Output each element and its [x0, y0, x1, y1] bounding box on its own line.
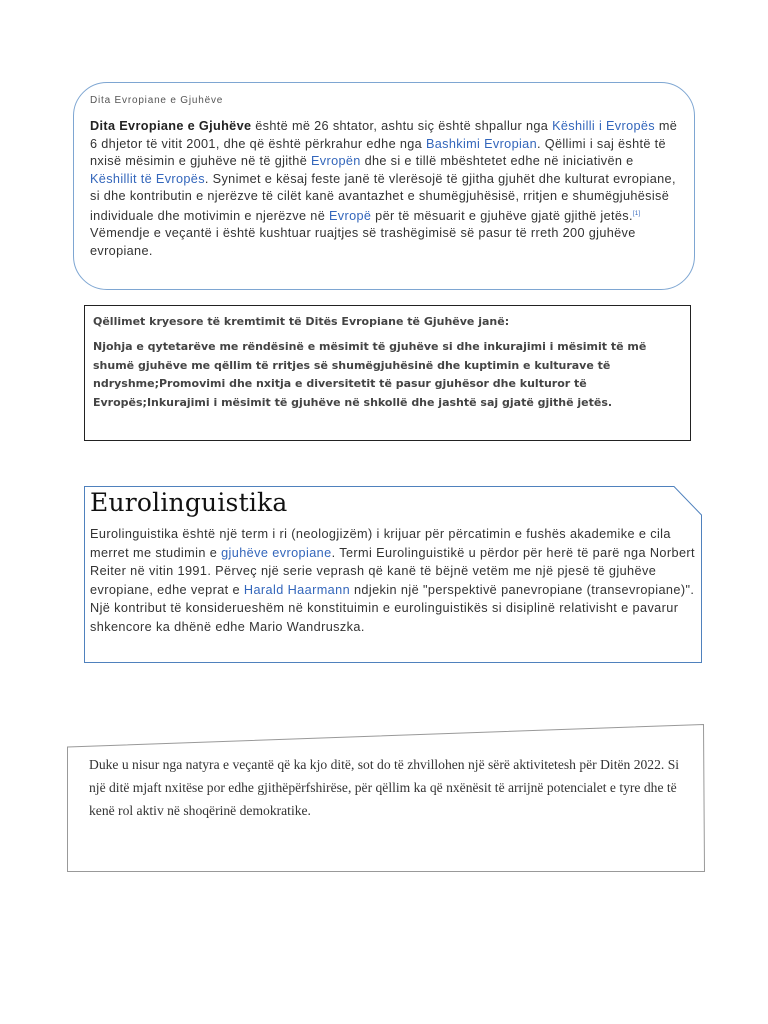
qellimet-box: [84, 305, 691, 441]
box-caption: Dita Evropiane e Gjuhëve: [90, 95, 224, 106]
link-bashkimi-evropian[interactable]: Bashkimi Evropian: [425, 136, 537, 151]
eurolinguistika-paragraph: [90, 525, 696, 636]
text-run: . Synimet e kësaj feste janë të vlerësojë të gjitha gjuhët dhe kulturat evropiane, si dhe kontributin e njerëzve të cilët kanë avantazhet e shumëgjuhësisë, rritjen e shumëgjuhësisë individuale dhe motivimin e njerëzve në: [90, 171, 676, 223]
aktivitetet-box: [67, 724, 705, 872]
text-run: për të mësuarit e gjuhëve gjatë gjithë jetës.: [371, 208, 633, 223]
dita-evropiane-paragraph: [90, 118, 680, 260]
link-harald-haarmann[interactable]: Harald Haarmann: [243, 582, 351, 597]
eurolinguistika-box: [84, 486, 702, 663]
aktivitetet-text: Duke u nisur nga natyra e veçantë që ka kjo ditë, sot do të zhvillohen një sërë aktivitetesh për Ditën 2022. Si një ditë mjaft nxitëse por edhe gjithëpërfshirëse, për qëllim ka që nxënësit të arrijnë potencialet e tyre dhe të kenë rol aktiv në shoqërinë demokratike.: [89, 757, 680, 818]
footnote-ref[interactable]: [1]: [632, 210, 641, 217]
text-run: dhe si e tillë mbështetet edhe në iniciativën e: [360, 154, 634, 168]
text-run: Eurolinguistika është një term i ri (neologjizëm) i krijuar për përcatimin e fushës akademike e cila merret me studimin e: [90, 527, 671, 560]
eurolinguistika-title: Eurolinguistika: [90, 488, 288, 517]
qellimet-heading: Qëllimet kryesore të kremtimit të Ditës Evropiane të Gjuhëve janë:: [93, 315, 510, 328]
link-keshilli-i-evropes[interactable]: Këshilli i Evropës: [552, 119, 655, 133]
text-run: ndjekin një "perspektivë panevropiane (transevropiane)". Një kontribut të konsiderueshëm në konstituimin e eurolinguistikës si disiplinë relativisht e pavarur shkencore ka dhënë edhe Mario Wandruszka.: [90, 582, 695, 634]
text-run: . Qëllimi i saj është të nxisë mësimin e gjuhëve në të gjithë: [90, 136, 666, 168]
dita-evropiane-box: [73, 82, 695, 290]
link-evrope[interactable]: Evropë: [328, 208, 372, 223]
text-run: Vëmendje e veçantë i është kushtuar ruajtjes së trashëgimisë së pasur të rreth 200 gjuhëve evropiane.: [90, 226, 636, 258]
link-keshillit-te-evropes[interactable]: Këshillit të Evropës: [90, 171, 205, 186]
qellimet-text: Njohja e qytetarëve me rëndësinë e mësimit të gjuhëve si dhe inkurajimi i mësimit të më shumë gjuhëve me qëllim të rritjes së shumëgjuhësinë dhe kuptimin e kulturave të ndryshme;Promovimi dhe nxitja e diversitetit të pasur gjuhësor dhe kulturor të Evropës;Inkurajimi i mësimit të gjuhëve në shkollë dhe jashtë saj gjatë gjithë jetës.: [93, 340, 647, 409]
text-run: është më 26 shtator, ashtu siç është shpallur nga: [251, 119, 553, 133]
text-run: më 6 dhjetor të vitit 2001, dhe që është përkrahur edhe nga: [90, 119, 678, 151]
text-run: . Termi Eurolinguistikë u përdor për herë të parë nga Norbert Reiter në vitin 1991. Përveç një serie veprash që kanë të bëjnë vetëm me një pjesë të gjuhëve evropiane, edhe veprat e: [90, 545, 695, 597]
bold-title: Dita Evropiane e Gjuhëve: [90, 119, 252, 133]
link-evropen[interactable]: Evropën: [311, 154, 361, 168]
link-gjuheve-evropiane[interactable]: gjuhëve evropiane: [221, 545, 332, 560]
